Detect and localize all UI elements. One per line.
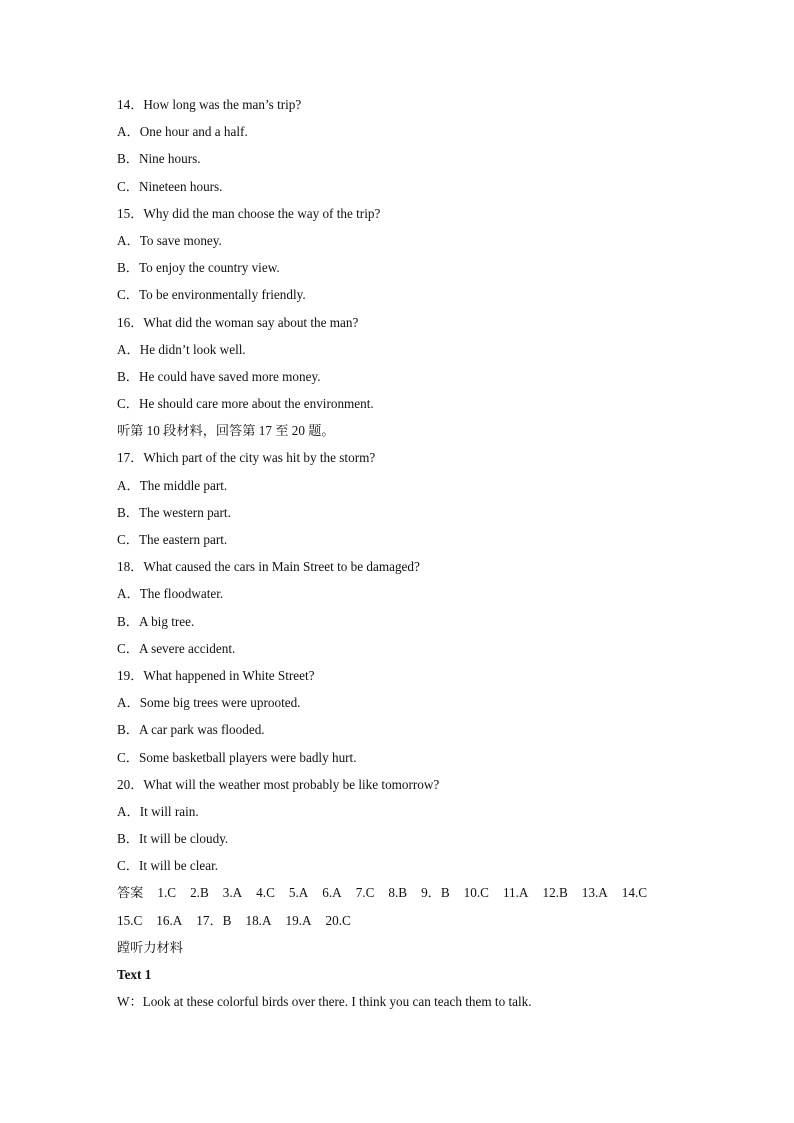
option-17-c: C．The eastern part. — [117, 532, 228, 547]
option-17-a: A．The middle part. — [117, 477, 228, 493]
option-19-a: A．Some big trees were uprooted. — [117, 695, 301, 711]
answer-item: 12.B — [542, 885, 568, 901]
answer-item: 11.A — [502, 885, 529, 901]
answer-key-row-2 — [117, 910, 717, 937]
answer-key-row-1 — [117, 882, 717, 909]
answer-item: 20.C — [325, 912, 351, 928]
option-16-b: B．He could have saved more money. — [117, 368, 321, 384]
answer-item: 10.C — [463, 885, 489, 901]
option-14-a: A．One hour and a half. — [117, 124, 248, 140]
answer-item: 14.C — [621, 885, 648, 901]
dialogue-line: W：Look at these colorful birds over there. I think you can teach them to talk. — [117, 994, 532, 1010]
section-instruction: 听第 10 段材料，回答第 17 至 20 题。 — [117, 423, 335, 439]
question-19: 19．What happened in White Street? — [117, 667, 315, 683]
answer-item: 7.C — [355, 885, 375, 901]
question-15: 15．Why did the man choose the way of the trip? — [117, 205, 381, 221]
answer-key-label: 答案 — [117, 885, 144, 901]
option-15-c: C．To be environmentally friendly. — [117, 287, 306, 303]
question-17: 17．Which part of the city was hit by the storm? — [117, 450, 376, 466]
option-16-a: A．He didn’t look well. — [117, 341, 246, 357]
option-20-b: B．It will be cloudy. — [117, 831, 229, 847]
question-18: 18．What caused the cars in Main Street to be damaged? — [117, 559, 420, 575]
answer-item: 8.B — [388, 885, 408, 901]
question-14: 14．How long was the man’s trip? — [117, 97, 302, 112]
option-14-b: B．Nine hours. — [117, 151, 201, 167]
option-15-a: A．To save money. — [117, 232, 222, 248]
option-18-a: A．The floodwater. — [117, 586, 224, 602]
answer-item: 13.A — [581, 885, 608, 901]
answer-item: 4.C — [256, 885, 275, 901]
answer-item: 3.A — [222, 885, 243, 901]
option-16-c: C．He should care more about the environment. — [117, 396, 374, 412]
answer-item: 5.A — [288, 885, 309, 901]
answer-item: 16.A — [156, 912, 183, 928]
option-19-c: C．Some basketball players were badly hurt. — [117, 749, 357, 765]
answer-item: 1.C — [157, 885, 177, 901]
answer-item: 9．B — [421, 885, 450, 901]
answer-item: 6.A — [322, 885, 342, 901]
answer-item: 2.B — [190, 885, 209, 901]
option-20-c: C．It will be clear. — [117, 858, 219, 874]
option-15-b: B．To enjoy the country view. — [117, 260, 280, 276]
document-content — [117, 94, 717, 1018]
answer-item: 15.C — [117, 912, 143, 928]
option-18-c: C．A severe accident. — [117, 640, 236, 656]
text-title: Text 1 — [117, 967, 152, 982]
answer-item: 17．B — [196, 912, 232, 928]
option-20-a: A．It will rain. — [117, 803, 199, 819]
option-18-b: B．A big tree. — [117, 613, 195, 629]
answer-item: 19.A — [285, 912, 312, 928]
answer-item: 18.A — [245, 912, 272, 928]
option-19-b: B．A car park was flooded. — [117, 722, 265, 738]
option-14-c: C．Nineteen hours. — [117, 178, 223, 194]
question-16: 16．What did the woman say about the man? — [117, 314, 359, 330]
question-20: 20．What will the weather most probably be like tomorrow? — [117, 776, 440, 792]
option-17-b: B．The western part. — [117, 504, 231, 520]
section-heading: 蹚听力材料 — [117, 939, 183, 955]
